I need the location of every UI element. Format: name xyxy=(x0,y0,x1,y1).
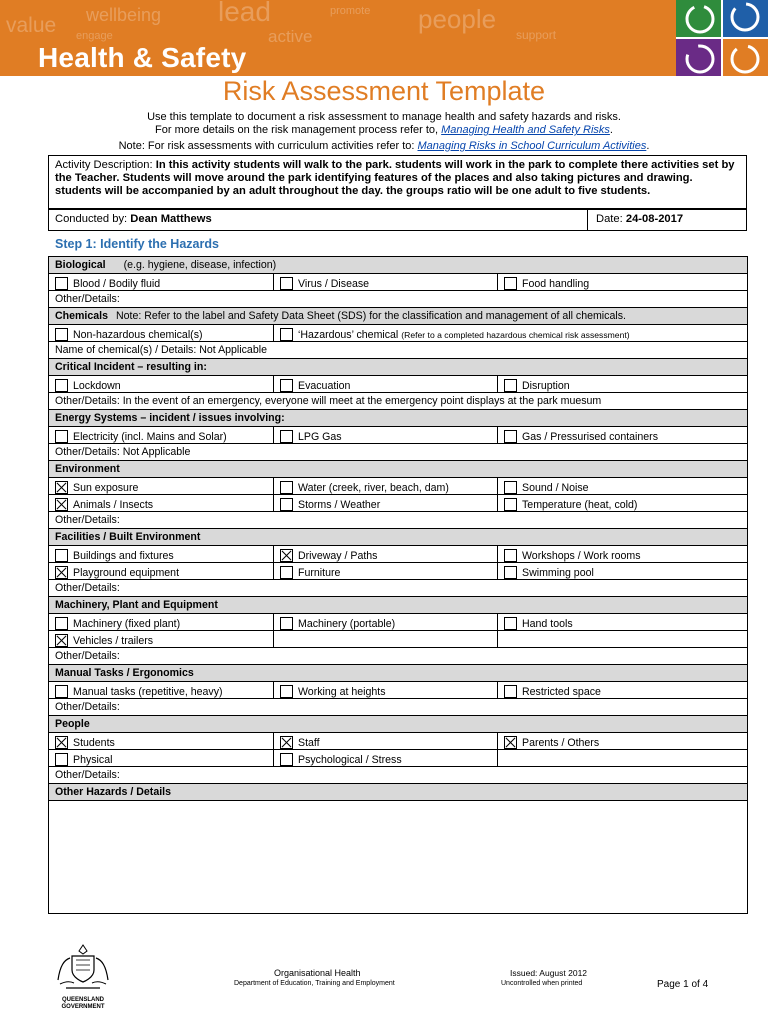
section-header-row xyxy=(49,410,748,427)
hazard-option-cell xyxy=(498,563,748,580)
hazard-option-cell xyxy=(498,733,748,750)
hazard-checkbox[interactable] xyxy=(504,566,517,579)
section-header-row xyxy=(49,665,748,682)
other-details-text: Other/Details: xyxy=(55,582,120,594)
section-title: Environment xyxy=(55,463,120,475)
hazard-option-note: (Refer to a completed hazardous chemical risk assessment) xyxy=(401,330,630,340)
page-number: Page 1 of 4 xyxy=(657,979,709,990)
hazard-option-cell xyxy=(498,614,748,631)
hazard-option-label: Parents / Others xyxy=(522,737,600,749)
hazard-option-row xyxy=(49,733,748,750)
hazard-option-cell xyxy=(274,274,498,291)
banner-watermark-word: engage xyxy=(76,30,113,42)
managing-risks-link[interactable]: Managing Health and Safety Risks xyxy=(441,124,610,136)
hazard-checkbox[interactable] xyxy=(504,617,517,630)
other-details-field[interactable] xyxy=(49,648,748,665)
hazard-option-cell xyxy=(49,733,274,750)
hazard-option-label: Food handling xyxy=(522,278,590,290)
hazard-option-cell xyxy=(49,325,274,342)
section-header-row xyxy=(49,461,748,478)
hazard-checkbox[interactable] xyxy=(280,566,293,579)
hazard-option-row xyxy=(49,546,748,563)
other-details-text: Other/Details: In the event of an emergency, everyone will meet at the emergency point displays at the park muesum xyxy=(55,395,602,407)
hazard-option-row xyxy=(49,631,748,648)
other-details-field[interactable] xyxy=(49,512,748,529)
intro-text: For more details on the risk management process refer to, xyxy=(155,124,442,136)
hazard-option-label: Machinery (portable) xyxy=(298,618,396,630)
hazard-option-row xyxy=(49,682,748,699)
hazard-option-label: LPG Gas xyxy=(298,431,342,443)
hazard-checkbox[interactable] xyxy=(280,481,293,494)
hazard-checkbox[interactable] xyxy=(504,430,517,443)
footer-dept: Department of Education, Training and Employment xyxy=(234,980,395,987)
logo-tile-green xyxy=(676,0,721,37)
hazard-checkbox[interactable] xyxy=(55,328,68,341)
intro-line xyxy=(0,124,768,137)
curriculum-risks-link[interactable]: Managing Risks in School Curriculum Activities xyxy=(417,140,647,152)
hazard-option-row xyxy=(49,325,748,342)
section-header xyxy=(49,461,748,478)
logo-tile-blue xyxy=(723,0,768,37)
conducted-row xyxy=(48,208,747,231)
footer-issued: Issued: August 2012 xyxy=(510,968,588,978)
hazard-option-cell xyxy=(49,274,274,291)
other-details-field[interactable] xyxy=(49,767,748,784)
other-details-field[interactable] xyxy=(49,699,748,716)
section-title: Energy Systems – incident / issues involving: xyxy=(55,412,285,424)
hazard-option-label: Animals / Insects xyxy=(73,499,154,511)
hazard-option-cell xyxy=(49,427,274,444)
section-header xyxy=(49,308,748,325)
hazard-option-label: Psychological / Stress xyxy=(298,754,402,766)
hazard-option-label: Machinery (fixed plant) xyxy=(73,618,181,630)
footer-uncontrolled: Uncontrolled when printed xyxy=(501,980,583,987)
hazard-option-label: Sun exposure xyxy=(73,482,139,494)
intro-line: Use this template to document a risk assessment to manage health and safety hazards and risks. xyxy=(147,111,621,123)
banner-watermark-word: active xyxy=(268,27,313,46)
swirl-icon xyxy=(676,39,721,76)
activity-label: Activity Description: xyxy=(55,159,153,171)
hazard-checkbox[interactable] xyxy=(55,566,68,579)
hazard-checkbox[interactable] xyxy=(55,753,68,766)
hazard-option-cell xyxy=(49,631,274,648)
intro-text: Note: For risk assessments with curriculum activities refer to: xyxy=(118,140,418,152)
hazard-option-label: Manual tasks (repetitive, heavy) xyxy=(73,686,223,698)
hazard-option-label: Gas / Pressurised containers xyxy=(522,431,659,443)
swirl-icon xyxy=(723,0,768,37)
section-title: Other Hazards / Details xyxy=(55,786,171,798)
hazard-option-label: Virus / Disease xyxy=(298,278,370,290)
conducted-by-field[interactable] xyxy=(55,213,212,225)
hazard-checkbox[interactable] xyxy=(55,498,68,511)
intro-text: . xyxy=(646,140,650,152)
hazard-option-cell xyxy=(498,427,748,444)
hazard-checkbox[interactable] xyxy=(280,498,293,511)
other-details-row xyxy=(49,512,748,529)
hazard-checkbox[interactable] xyxy=(504,481,517,494)
section-header xyxy=(49,597,748,614)
hazard-table xyxy=(48,256,748,914)
other-details-text: Other/Details: xyxy=(55,650,120,662)
coat-of-arms-icon xyxy=(52,942,114,992)
logo-tile-purple xyxy=(676,39,721,76)
other-details-text: Other/Details: xyxy=(55,293,120,305)
brand-logo-tiles xyxy=(676,0,768,76)
hazard-option-cell xyxy=(498,546,748,563)
hazard-checkbox[interactable] xyxy=(55,685,68,698)
other-details-field[interactable] xyxy=(49,342,748,359)
section-header-row xyxy=(49,529,748,546)
hazard-checkbox[interactable] xyxy=(504,277,517,290)
hazard-checkbox[interactable] xyxy=(55,277,68,290)
hazard-option-cell xyxy=(498,376,748,393)
section-title: Biological xyxy=(55,259,106,271)
hazard-option-label: Water (creek, river, beach, dam) xyxy=(298,482,449,494)
hazard-option-label: Workshops / Work rooms xyxy=(522,550,641,562)
hazard-option-cell xyxy=(498,682,748,699)
hazard-option-label: Storms / Weather xyxy=(298,499,381,511)
gov-name-line: GOVERNMENT xyxy=(61,1004,105,1010)
hazard-option-label: Swimming pool xyxy=(522,567,594,579)
hazard-option-cell xyxy=(498,274,748,291)
hazard-option-label: Electricity (incl. Mains and Solar) xyxy=(73,431,227,443)
other-details-row xyxy=(49,444,748,461)
hazard-option-cell xyxy=(274,614,498,631)
section-header-row xyxy=(49,308,748,325)
conducted-by-label: Conducted by: xyxy=(55,213,128,225)
other-details-field[interactable] xyxy=(49,393,748,410)
hazard-checkbox[interactable] xyxy=(55,481,68,494)
section-title: Manual Tasks / Ergonomics xyxy=(55,667,194,679)
other-details-row xyxy=(49,648,748,665)
hazard-checkbox[interactable] xyxy=(280,549,293,562)
banner-watermark-word: promote xyxy=(330,5,371,17)
activity-description-box[interactable] xyxy=(48,155,747,210)
hazard-checkbox[interactable] xyxy=(280,277,293,290)
hazard-checkbox[interactable] xyxy=(504,549,517,562)
section-header-row xyxy=(49,784,748,801)
other-details-text: Other/Details: Not Applicable xyxy=(55,446,191,458)
hazard-option-row xyxy=(49,614,748,631)
section-header xyxy=(49,359,748,376)
page-title: Risk Assessment Template xyxy=(222,76,546,106)
hazard-option-cell xyxy=(274,478,498,495)
hazard-option-cell xyxy=(49,495,274,512)
date-label: Date: xyxy=(596,213,623,225)
other-details-text: Other/Details: xyxy=(55,769,120,781)
other-details-text: Name of chemical(s) / Details: Not Applicable xyxy=(55,344,267,356)
intro-line xyxy=(0,140,768,153)
conducted-by-value: Dean Matthews xyxy=(130,213,212,225)
hazard-checkbox[interactable] xyxy=(280,685,293,698)
section-title: Critical Incident – resulting in: xyxy=(55,361,207,373)
section-header xyxy=(49,784,748,801)
hazard-option-cell xyxy=(274,325,748,342)
hazard-option-cell xyxy=(49,682,274,699)
hazard-option-label: Hand tools xyxy=(522,618,573,630)
hazard-option-row xyxy=(49,427,748,444)
other-details-text: Other/Details: xyxy=(55,701,120,713)
hazard-option-label: Non-hazardous chemical(s) xyxy=(73,329,203,341)
hazard-option-cell xyxy=(49,614,274,631)
hazard-option-label: Sound / Noise xyxy=(522,482,589,494)
section-title: Facilities / Built Environment xyxy=(55,531,201,543)
hazard-option-label: Driveway / Paths xyxy=(298,550,378,562)
hazard-checkbox[interactable] xyxy=(55,736,68,749)
hazard-option-cell xyxy=(274,546,498,563)
section-note: (e.g. hygiene, disease, infection) xyxy=(123,259,277,271)
hazard-option-cell xyxy=(498,631,748,648)
hazard-option-cell xyxy=(274,733,498,750)
hazard-option-cell xyxy=(274,495,498,512)
section-header xyxy=(49,529,748,546)
other-details-row xyxy=(49,699,748,716)
banner-watermark-word: wellbeing xyxy=(86,5,162,25)
hazard-checkbox[interactable] xyxy=(504,379,517,392)
hazard-option-label: Buildings and fixtures xyxy=(73,550,174,562)
date-field[interactable] xyxy=(587,209,747,230)
swirl-icon xyxy=(676,0,721,37)
hazard-checkbox[interactable] xyxy=(504,736,517,749)
hazard-option-label: Working at heights xyxy=(298,686,386,698)
hazard-option-label: Disruption xyxy=(522,380,570,392)
hazard-checkbox[interactable] xyxy=(504,498,517,511)
hazard-option-cell xyxy=(49,376,274,393)
hazard-checkbox[interactable] xyxy=(55,549,68,562)
other-details-row xyxy=(49,393,748,410)
other-hazards-input[interactable] xyxy=(49,801,748,914)
gov-name-line: QUEENSLAND xyxy=(61,997,104,1003)
hazard-checkbox[interactable] xyxy=(280,736,293,749)
banner-watermark-word: support xyxy=(516,28,557,42)
hazard-option-label: Playground equipment xyxy=(73,567,180,579)
hazard-checkbox[interactable] xyxy=(280,617,293,630)
hazard-option-cell xyxy=(498,495,748,512)
other-details-row xyxy=(49,342,748,359)
hazard-option-row xyxy=(49,563,748,580)
other-details-row xyxy=(49,291,748,308)
banner-watermark-word: people xyxy=(418,4,497,34)
hazard-option-cell xyxy=(274,563,498,580)
other-details-field[interactable] xyxy=(49,580,748,597)
section-header xyxy=(49,257,748,274)
other-hazards-area-row xyxy=(49,801,748,914)
other-details-row xyxy=(49,767,748,784)
hazard-option-label: Evacuation xyxy=(298,380,351,392)
hazard-checkbox[interactable] xyxy=(280,753,293,766)
hazard-checkbox[interactable] xyxy=(280,430,293,443)
hazard-option-label: Blood / Bodily fluid xyxy=(73,278,161,290)
footer-org: Organisational Health xyxy=(274,968,361,978)
hazard-option-cell xyxy=(274,682,498,699)
hazard-option-label: Physical xyxy=(73,754,113,766)
section-title: People xyxy=(55,718,90,730)
brand-title: Health & Safety xyxy=(38,42,247,73)
section-title: Chemicals xyxy=(55,310,108,322)
banner-watermark-word: lead xyxy=(218,0,271,27)
hazard-option-cell xyxy=(274,376,498,393)
section-header xyxy=(49,665,748,682)
hazard-option-cell xyxy=(498,750,748,767)
hazard-checkbox[interactable] xyxy=(280,328,293,341)
other-details-text: Other/Details: xyxy=(55,514,120,526)
gov-name xyxy=(52,997,114,1011)
section-header xyxy=(49,410,748,427)
hazard-option-row xyxy=(49,750,748,767)
hazard-option-cell xyxy=(49,750,274,767)
hazard-option-cell xyxy=(498,478,748,495)
hazard-option-cell xyxy=(49,563,274,580)
section-header xyxy=(49,716,748,733)
other-details-row xyxy=(49,580,748,597)
hazard-checkbox[interactable] xyxy=(55,430,68,443)
section-header-row xyxy=(49,359,748,376)
intro-text: . xyxy=(609,124,613,136)
logo-tile-orange xyxy=(723,39,768,76)
hazard-checkbox[interactable] xyxy=(504,685,517,698)
hazard-option-cell xyxy=(49,478,274,495)
hazard-option-cell xyxy=(274,427,498,444)
section-header-row xyxy=(49,597,748,614)
swirl-icon xyxy=(723,39,768,76)
queensland-government-logo xyxy=(52,942,114,1010)
section-title: Machinery, Plant and Equipment xyxy=(55,599,218,611)
hazard-table-body xyxy=(49,257,748,914)
hazard-option-row xyxy=(49,495,748,512)
hazard-option-row xyxy=(49,478,748,495)
hazard-checkbox[interactable] xyxy=(55,379,68,392)
hazard-option-cell xyxy=(49,546,274,563)
step-1-heading: Step 1: Identify the Hazards xyxy=(55,237,219,251)
header-banner xyxy=(0,0,676,76)
hazard-option-cell xyxy=(274,750,498,767)
date-value: 24-08-2017 xyxy=(625,213,684,225)
hazard-checkbox[interactable] xyxy=(280,379,293,392)
hazard-option-label: Restricted space xyxy=(522,686,601,698)
hazard-checkbox[interactable] xyxy=(55,634,68,647)
hazard-option-label: Furniture xyxy=(298,567,341,579)
activity-text: In this activity students will walk to the park. students will work in the park to complete there activities set by the Teacher. Students will move around the park identifying features of the places and also taking pictures and drawing. students will be accompanied by an adult throughout the day. the groups ratio will be one adult to five students. xyxy=(55,159,735,197)
other-details-field[interactable] xyxy=(49,444,748,461)
hazard-checkbox[interactable] xyxy=(55,617,68,630)
hazard-option-row xyxy=(49,376,748,393)
section-header-row xyxy=(49,257,748,274)
section-header-row xyxy=(49,716,748,733)
section-note: Note: Refer to the label and Safety Data Sheet (SDS) for the classification and management of all chemicals. xyxy=(116,310,626,322)
hazard-option-label: Staff xyxy=(298,737,320,749)
other-details-field[interactable] xyxy=(49,291,748,308)
hazard-option-label: Vehicles / trailers xyxy=(73,635,154,647)
banner-watermark-word: value xyxy=(6,14,57,37)
hazard-option-label: ‘Hazardous’ chemical xyxy=(298,329,399,341)
hazard-option-label: Temperature (heat, cold) xyxy=(522,499,638,511)
hazard-option-label: Lockdown xyxy=(73,380,121,392)
hazard-option-label: Students xyxy=(73,737,115,749)
hazard-option-row xyxy=(49,274,748,291)
hazard-option-cell xyxy=(274,631,498,648)
